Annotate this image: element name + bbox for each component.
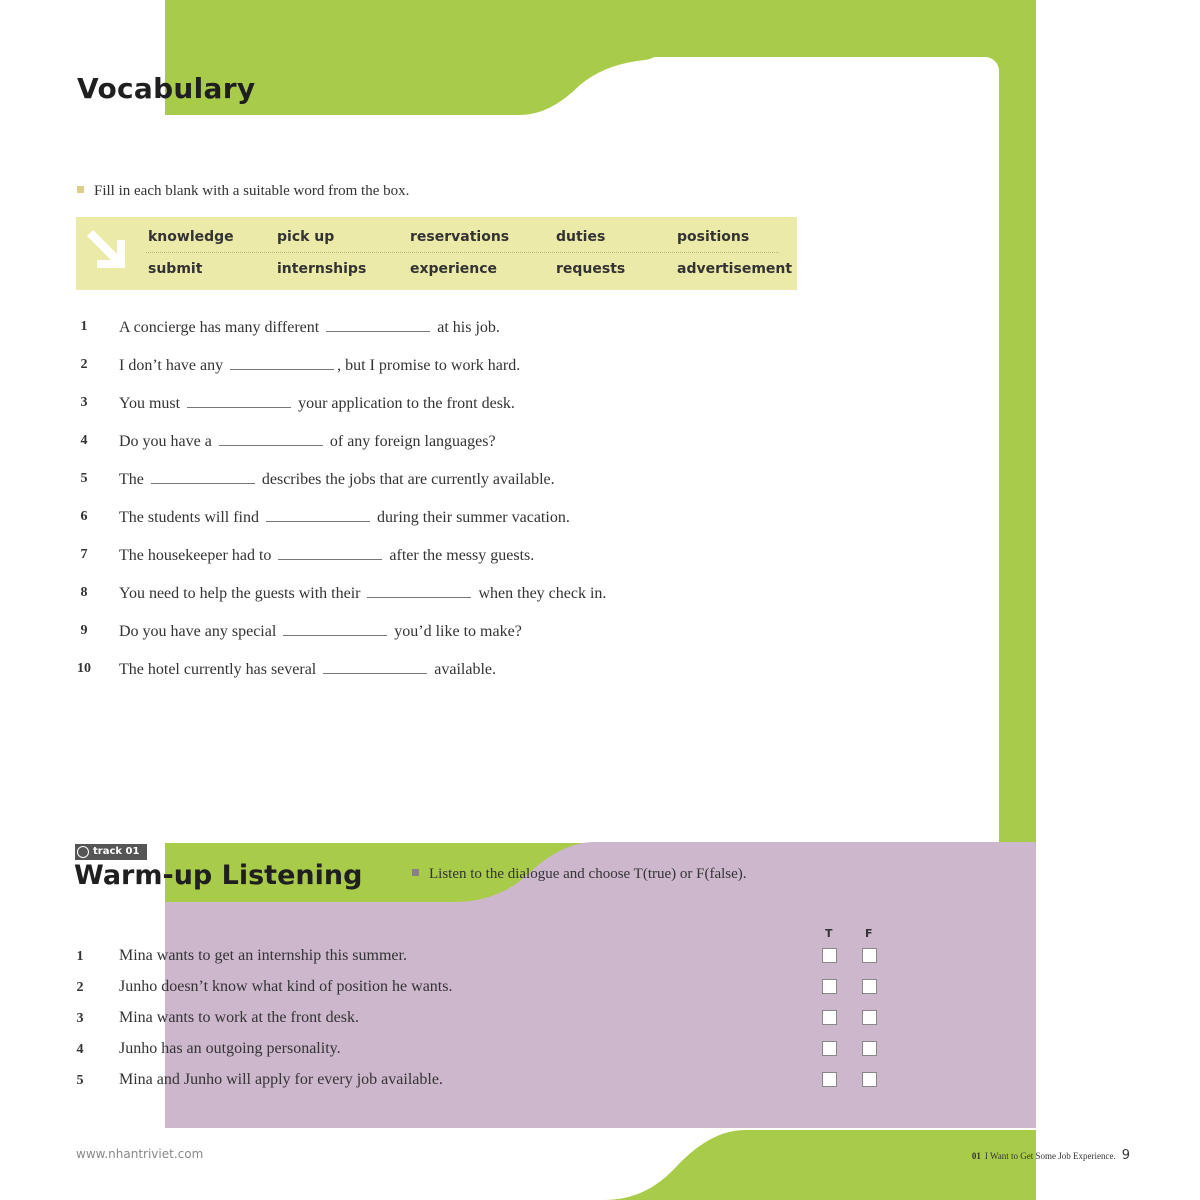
true-column-header: T [825,927,833,940]
answer-blank[interactable] [187,393,291,408]
false-checkbox[interactable] [862,979,877,994]
question-text: The students will find [119,509,259,526]
word-option: knowledge [148,229,234,245]
answer-blank[interactable] [278,545,382,560]
item-number: 3 [76,1011,84,1026]
question-text: at his job. [437,319,500,336]
track-badge: track 01 [75,844,147,860]
vocabulary-title-tab [165,0,1036,130]
answer-blank[interactable] [367,583,471,598]
word-box [76,217,797,290]
item-statement: Mina wants to get an internship this summer. [119,947,407,964]
question-text: A concierge has many different [119,319,320,336]
question-number: 2 [80,357,88,372]
true-checkbox[interactable] [822,948,837,963]
question-text: during their summer vacation. [376,509,570,526]
cd-icon [77,846,89,858]
answer-blank[interactable] [266,507,370,522]
false-checkbox[interactable] [862,1010,877,1025]
true-checkbox[interactable] [822,1041,837,1056]
question-text: , but I promise to work hard. [337,357,521,374]
word-box-divider [146,252,779,253]
answer-blank[interactable] [219,431,323,446]
answer-blank[interactable] [151,469,255,484]
word-option: internships [277,261,367,277]
question-text: you’d like to make? [394,623,522,640]
item-statement: Mina wants to work at the front desk. [119,1009,359,1026]
word-option: duties [556,229,606,245]
question-text: You must [119,395,181,412]
question-number: 6 [80,509,88,524]
answer-blank[interactable] [323,659,427,674]
bullet-square-icon [412,869,419,876]
answer-blank[interactable] [326,317,430,332]
item-statement: Mina and Junho will apply for every job available. [119,1071,443,1088]
question-text: when they check in. [478,585,607,602]
item-statement: Junho has an outgoing personality. [119,1040,341,1057]
listening-title: Warm-up Listening [74,860,363,891]
question-text: describes the jobs that are currently available. [261,471,555,488]
question-number: 10 [77,661,91,676]
item-number: 2 [76,980,84,995]
question-text: The hotel currently has several [119,661,317,678]
item-number: 5 [76,1073,84,1088]
question-text: Do you have any special [119,623,277,640]
false-checkbox[interactable] [862,948,877,963]
arrow-down-right-icon [83,226,129,272]
question-text: The housekeeper had to [119,547,272,564]
item-number: 4 [76,1042,84,1057]
false-checkbox[interactable] [862,1041,877,1056]
vocabulary-instruction: Fill in each blank with a suitable word from the box. [77,183,409,200]
word-option: advertisement [677,261,793,277]
listening-instruction: Listen to the dialogue and choose T(true) or F(false). [412,866,747,883]
question-text: The [119,471,144,488]
question-number: 5 [80,471,88,486]
footer-url: www.nhantriviet.com [76,1147,204,1161]
question-number: 8 [80,585,88,600]
word-option: submit [148,261,203,277]
false-column-header: F [865,927,873,940]
word-option: requests [556,261,626,277]
chapter-number: 01 [971,1151,981,1161]
question-text: your application to the front desk. [298,395,515,412]
question-text: available. [434,661,496,678]
true-checkbox[interactable] [822,1072,837,1087]
question-text: Do you have a [119,433,212,450]
false-checkbox[interactable] [862,1072,877,1087]
footer-chapter [972,1148,1130,1163]
question-text: after the messy guests. [389,547,535,564]
bullet-square-icon [77,186,84,193]
true-checkbox[interactable] [822,979,837,994]
question-text: of any foreign languages? [329,433,496,450]
page-number: 9 [1121,1148,1130,1163]
item-statement: Junho doesn’t know what kind of position he wants. [119,978,453,995]
word-option: reservations [410,229,510,245]
question-text: You need to help the guests with their [119,585,361,602]
question-number: 4 [80,433,88,448]
answer-blank[interactable] [283,621,387,636]
item-number: 1 [76,949,84,964]
word-option: pick up [277,229,335,245]
footer-band [165,1128,1036,1200]
word-option: experience [410,261,498,277]
true-checkbox[interactable] [822,1010,837,1025]
question-number: 7 [80,547,88,562]
question-number: 3 [80,395,88,410]
answer-blank[interactable] [230,355,334,370]
word-option: positions [677,229,750,245]
question-text: I don’t have any [119,357,224,374]
question-number: 1 [80,319,88,334]
chapter-title: I Want to Get Some Job Experience. [984,1151,1116,1161]
vocabulary-title: Vocabulary [77,72,256,105]
question-number: 9 [80,623,88,638]
